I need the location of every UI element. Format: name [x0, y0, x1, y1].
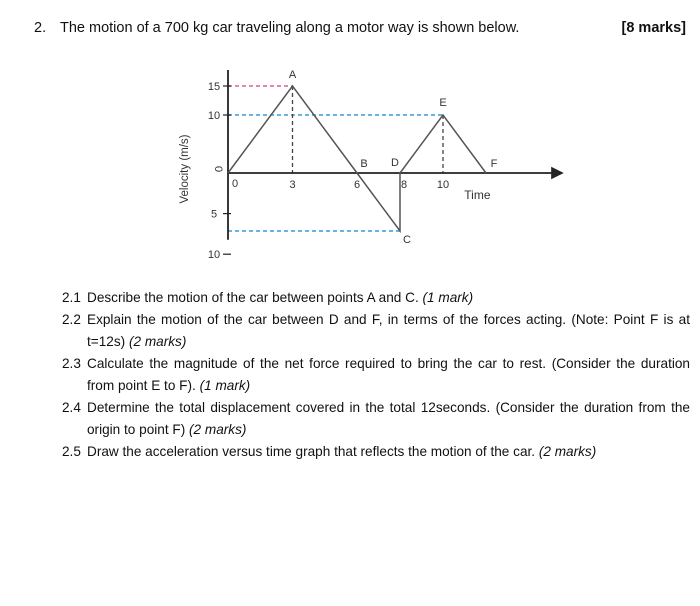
- subquestion-2-5: [62, 441, 690, 463]
- subquestion-number: 2.1: [62, 290, 81, 305]
- x-tick-label: 10: [436, 179, 450, 191]
- question-text: The motion of a 700 kg car traveling along a motor way is shown below.: [60, 20, 520, 36]
- y-axis-label: Velocity (m/s): [179, 134, 191, 204]
- x-tick-label: 6: [353, 179, 361, 191]
- y-tick-label: 5: [210, 208, 218, 221]
- question-marks: [8 marks]: [621, 20, 686, 36]
- subquestion-2-1: [62, 287, 690, 309]
- subquestion-2-2: [62, 309, 690, 353]
- subquestion-marks: (1 mark): [199, 378, 251, 393]
- subquestion-marks: (2 marks): [538, 444, 597, 459]
- subquestion-text: Draw the acceleration versus time graph that reflects the motion of the car.: [87, 444, 536, 459]
- chart-labels: [289, 70, 498, 246]
- y-zero-label: 0: [212, 165, 224, 173]
- point-label-d: D: [391, 157, 399, 169]
- point-label-e: E: [439, 97, 447, 109]
- subquestion-list: [62, 287, 690, 463]
- point-label-b: B: [360, 158, 368, 170]
- origin-label: 0: [231, 178, 239, 190]
- subquestion-2-4: [62, 397, 690, 441]
- x-tick-label: 8: [400, 179, 408, 191]
- axes: [179, 70, 561, 261]
- subquestion-2-3: [62, 353, 690, 397]
- subquestion-marks: (1 mark): [422, 290, 474, 305]
- velocity-series: [228, 86, 486, 231]
- subquestion-number: 2.5: [62, 444, 81, 459]
- x-tick-label: 3: [289, 179, 296, 191]
- subquestion-number: 2.2: [62, 312, 81, 327]
- point-label-c: C: [403, 234, 411, 246]
- subquestion-marks: (2 marks): [128, 334, 187, 349]
- velocity-line: [228, 86, 486, 231]
- subquestion-text: Describe the motion of the car between points A and C.: [87, 290, 419, 305]
- subquestion-text: Explain the motion of the car between D and F, in terms of the forces acting. (Note: Point F is at t=12s): [87, 312, 690, 349]
- y-tick-label: 15: [207, 81, 221, 93]
- subquestion-marks: (2 marks): [189, 422, 247, 437]
- y-tick-label: 10: [207, 249, 221, 262]
- subquestion-number: 2.4: [62, 400, 81, 415]
- subquestion-number: 2.3: [62, 356, 81, 371]
- point-label-f: F: [490, 158, 498, 170]
- subquestion-text: Calculate the magnitude of the net force required to bring the car to rest. (Consider the duration from point E to F).: [87, 356, 690, 393]
- question-heading: [34, 20, 686, 40]
- subquestion-text: Determine the total displacement covered in the total 12seconds. (Consider the duration from the origin to point F): [87, 400, 690, 437]
- x-axis-label: Time: [464, 188, 491, 202]
- velocity-time-graph: [170, 70, 590, 270]
- question-number: 2.: [34, 20, 47, 36]
- y-tick-label: 10: [207, 110, 221, 122]
- point-label-a: A: [288, 70, 297, 81]
